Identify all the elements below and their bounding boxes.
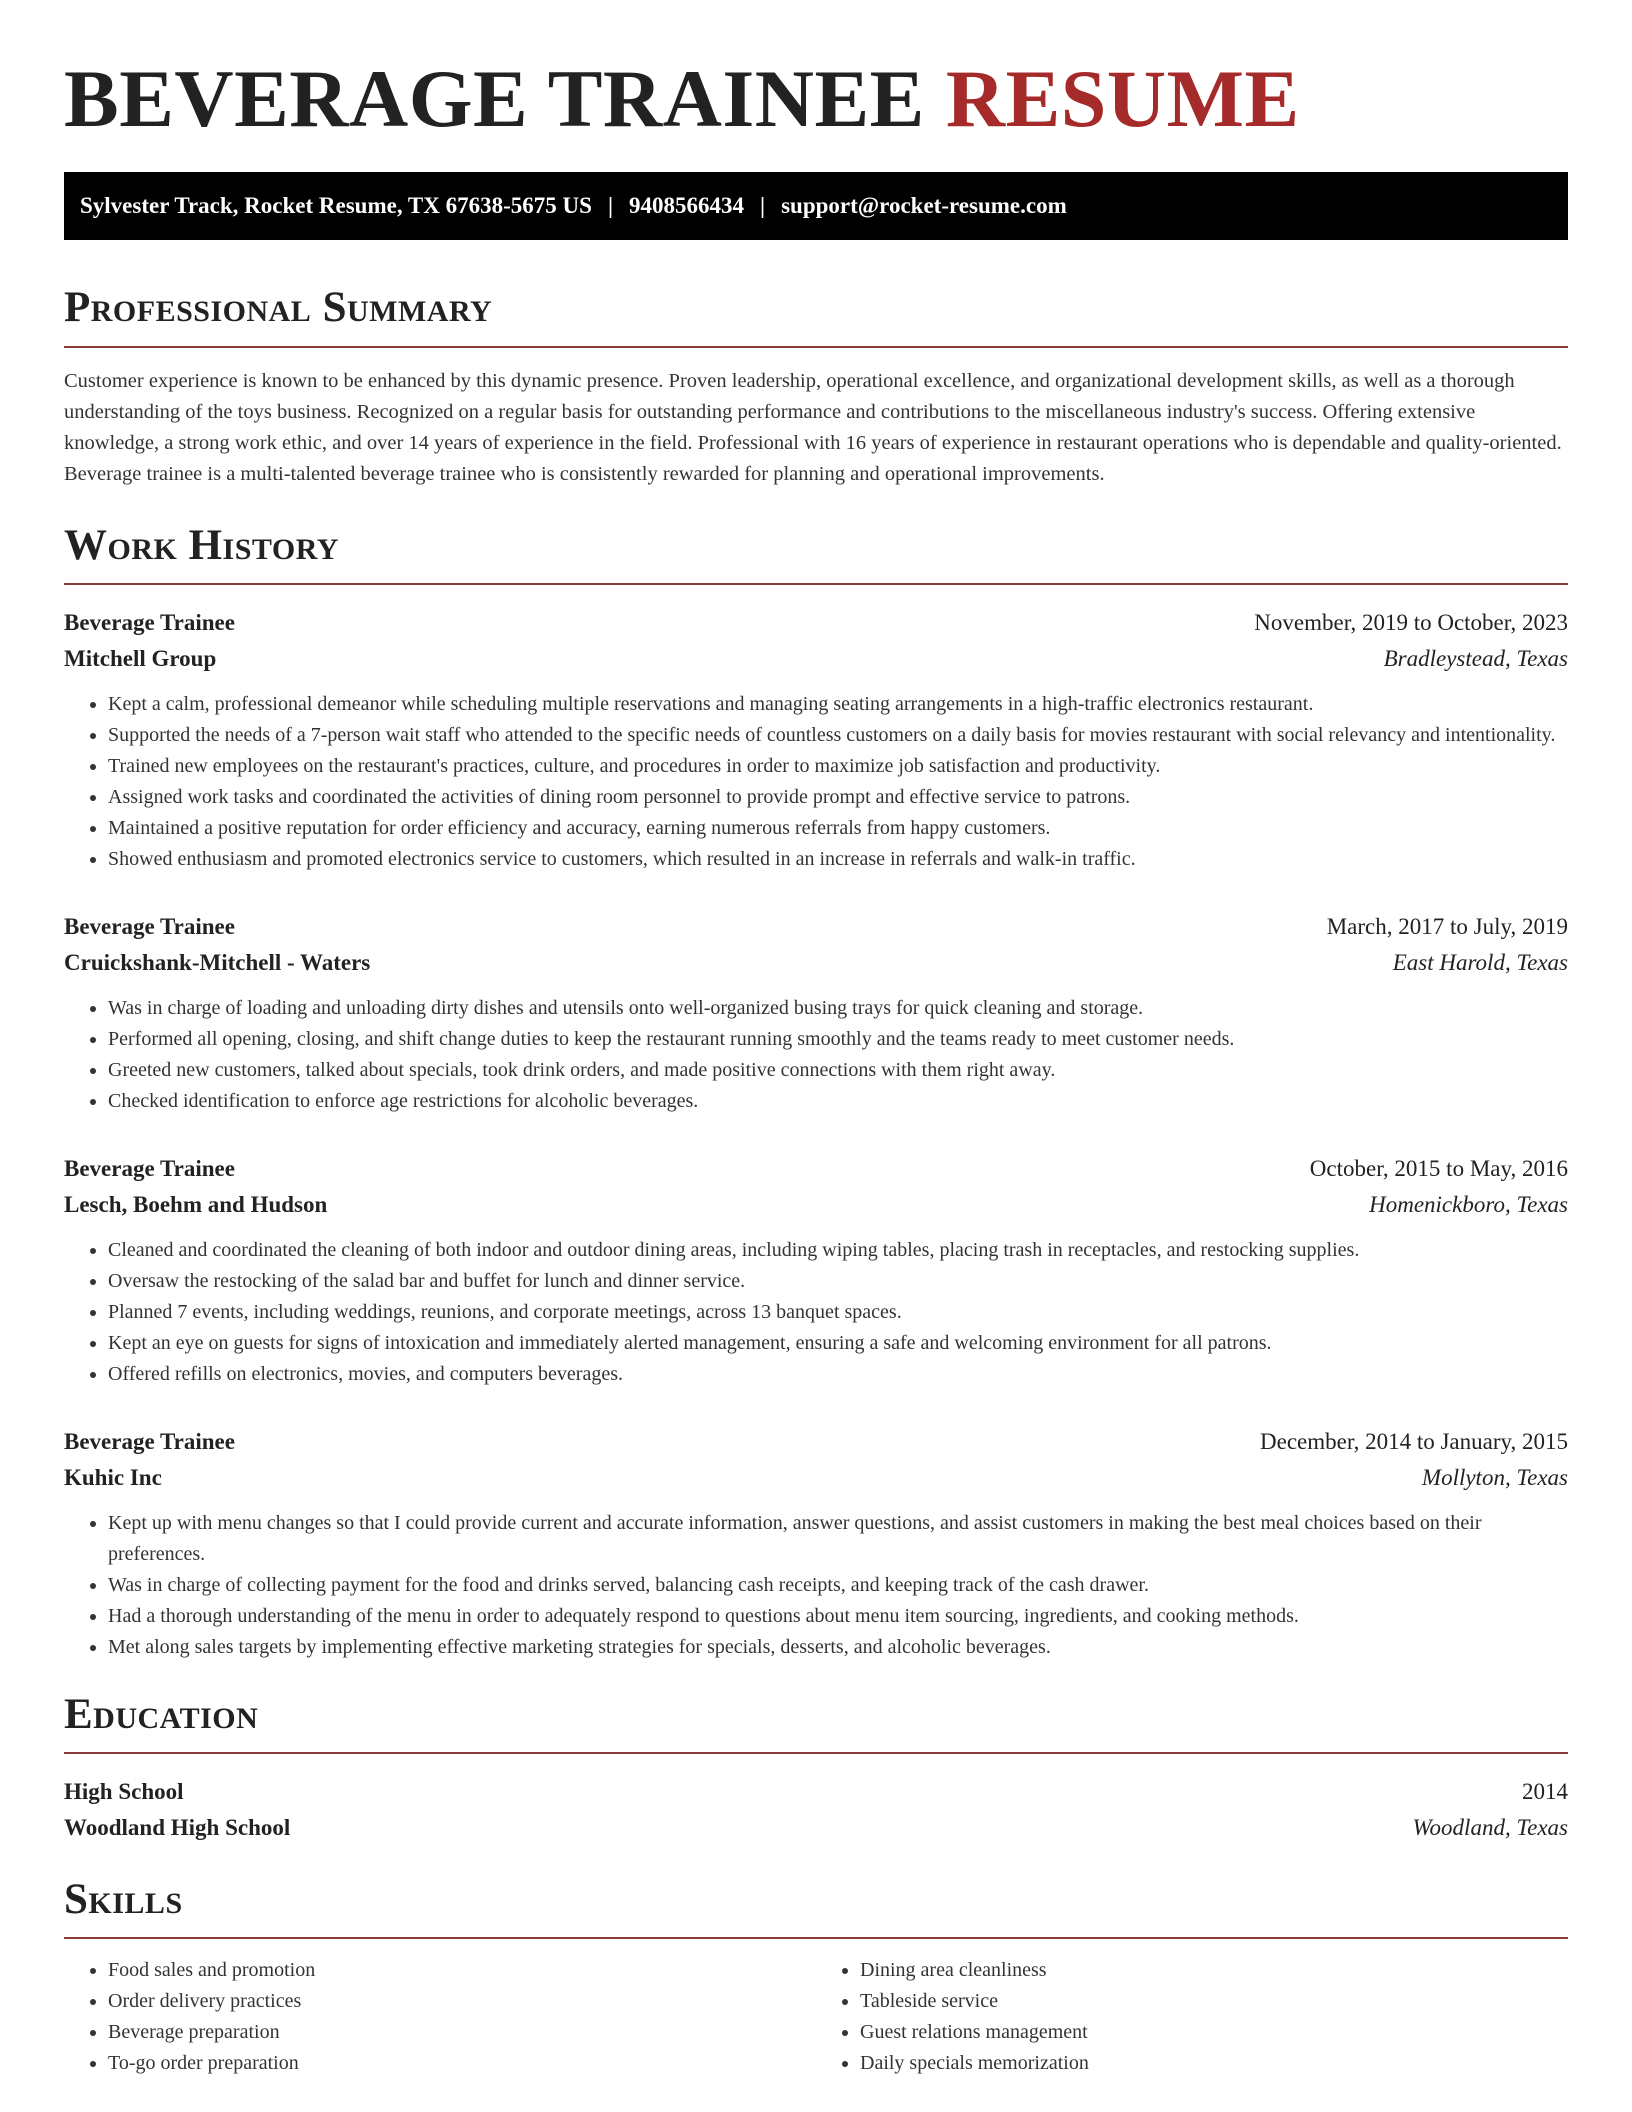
skill-item: • Food sales and promotion bbox=[108, 1955, 816, 1986]
section-divider bbox=[64, 1752, 1568, 1754]
contact-separator: | bbox=[760, 193, 766, 219]
list-item: • Was in charge of loading and unloading dirty dishes and utensils onto well-organized busing trays for quick cleaning and storage. bbox=[108, 993, 1568, 1024]
list-item: • Was in charge of collecting payment for the food and drinks served, balancing cash receipts, and keeping track of the cash drawer. bbox=[108, 1570, 1568, 1601]
job-title: Beverage Trainee bbox=[64, 913, 235, 939]
job-dates: December, 2014 to January, 2015 bbox=[1260, 1428, 1568, 1454]
job-title: Beverage Trainee bbox=[64, 1428, 235, 1454]
skill-item: • To-go order preparation bbox=[108, 2048, 816, 2079]
skills-column-right bbox=[816, 1955, 1568, 2079]
job-bullets bbox=[64, 993, 1568, 1117]
skill-item: • Tableside service bbox=[860, 1986, 1568, 2017]
work-history-heading: Work History bbox=[64, 521, 339, 569]
education-entry bbox=[64, 1774, 1568, 1846]
list-item: • Assigned work tasks and coordinated the activities of dining room personnel to provide prompt and effective service to patrons. bbox=[108, 782, 1568, 813]
resume-title bbox=[64, 52, 1568, 146]
contact-bar bbox=[64, 172, 1568, 240]
job-location: Mollyton, Texas bbox=[1421, 1464, 1568, 1490]
skill-item: • Order delivery practices bbox=[108, 1986, 816, 2017]
skill-item: • Beverage preparation bbox=[108, 2017, 816, 2048]
job-company: Mitchell Group bbox=[64, 645, 217, 671]
title-accent: RESUME bbox=[945, 53, 1300, 144]
list-item: • Trained new employees on the restaurant's practices, culture, and procedures in order to maximize job satisfaction and productivity. bbox=[108, 751, 1568, 782]
skill-item: • Dining area cleanliness bbox=[860, 1955, 1568, 1986]
job-entry bbox=[64, 1151, 1568, 1390]
job-dates: March, 2017 to July, 2019 bbox=[1326, 913, 1568, 939]
summary-heading: Professional Summary bbox=[64, 284, 493, 332]
job-entry bbox=[64, 605, 1568, 875]
list-item: • Maintained a positive reputation for order efficiency and accuracy, earning numerous referrals from happy customers. bbox=[108, 813, 1568, 844]
list-item: • Checked identification to enforce age restrictions for alcoholic beverages. bbox=[108, 1086, 1568, 1117]
contact-address: Sylvester Track, Rocket Resume, TX 67638-5675 US bbox=[80, 193, 592, 219]
skills-column-left bbox=[64, 1955, 816, 2079]
list-item: • Showed enthusiasm and promoted electronics service to customers, which resulted in an increase in referrals and walk-in traffic. bbox=[108, 844, 1568, 875]
section-divider bbox=[64, 346, 1568, 348]
job-location: East Harold, Texas bbox=[1392, 949, 1568, 975]
list-item: • Cleaned and coordinated the cleaning of both indoor and outdoor dining areas, including wiping tables, placing trash in receptacles, and restocking supplies. bbox=[108, 1235, 1568, 1266]
list-item: • Offered refills on electronics, movies, and computers beverages. bbox=[108, 1359, 1568, 1390]
job-bullets bbox=[64, 1508, 1568, 1663]
contact-email[interactable]: support@rocket-resume.com bbox=[781, 193, 1067, 219]
skill-item: • Guest relations management bbox=[860, 2017, 1568, 2048]
education-year: 2014 bbox=[1522, 1779, 1568, 1805]
skills-heading: Skills bbox=[64, 1876, 183, 1924]
summary-text: Customer experience is known to be enhanced by this dynamic presence. Proven leadership, operational excellence, and organizational development skills, as well as a thorough understanding of the toys business. Recognized on a regular basis for outstanding performance and contributions to the miscellaneous industry's success. Offering extensive knowledge, a strong work ethic, and over 14 years of experience in the field. Professional with 16 years of experience in restaurant operations who is dependable and quality-oriented. Beverage trainee is a multi-talented beverage trainee who is consistently rewarded for planning and operational improvements. bbox=[64, 369, 1562, 485]
job-company: Lesch, Boehm and Hudson bbox=[64, 1191, 328, 1217]
job-title: Beverage Trainee bbox=[64, 1155, 235, 1181]
list-item: • Supported the needs of a 7-person wait staff who attended to the specific needs of countless customers on a daily basis for movies restaurant with social relevancy and intentionality. bbox=[108, 720, 1568, 751]
job-dates: October, 2015 to May, 2016 bbox=[1309, 1155, 1568, 1181]
job-company: Cruickshank-Mitchell - Waters bbox=[64, 949, 371, 975]
education-degree: High School bbox=[64, 1779, 184, 1805]
education-school: Woodland High School bbox=[64, 1815, 291, 1841]
contact-phone[interactable]: 9408566434 bbox=[629, 193, 745, 219]
list-item: • Kept an eye on guests for signs of intoxication and immediately alerted management, ensuring a safe and welcoming environment for all patrons. bbox=[108, 1328, 1568, 1359]
job-entry bbox=[64, 909, 1568, 1117]
job-location: Homenickboro, Texas bbox=[1369, 1191, 1568, 1217]
list-item: • Kept a calm, professional demeanor while scheduling multiple reservations and managing seating arrangements in a high-traffic electronics restaurant. bbox=[108, 689, 1568, 720]
list-item: • Met along sales targets by implementing effective marketing strategies for specials, desserts, and alcoholic beverages. bbox=[108, 1632, 1568, 1663]
education-location: Woodland, Texas bbox=[1412, 1815, 1568, 1841]
title-main: BEVERAGE TRAINEE bbox=[64, 53, 925, 144]
contact-separator: | bbox=[607, 193, 614, 219]
list-item: • Oversaw the restocking of the salad bar and buffet for lunch and dinner service. bbox=[108, 1266, 1568, 1297]
job-entry bbox=[64, 1424, 1568, 1663]
section-divider bbox=[64, 1937, 1568, 1939]
job-dates: November, 2019 to October, 2023 bbox=[1254, 609, 1568, 635]
list-item: • Kept up with menu changes so that I could provide current and accurate information, answer questions, and assist customers in making the best meal choices based on their preferences. bbox=[108, 1508, 1568, 1570]
job-location: Bradleystead, Texas bbox=[1383, 645, 1568, 671]
job-bullets bbox=[64, 1235, 1568, 1390]
job-bullets bbox=[64, 689, 1568, 875]
section-divider bbox=[64, 583, 1568, 585]
list-item: • Had a thorough understanding of the menu in order to adequately respond to questions about menu item sourcing, ingredients, and cooking methods. bbox=[108, 1601, 1568, 1632]
job-company: Kuhic Inc bbox=[64, 1464, 162, 1490]
list-item: • Greeted new customers, talked about specials, took drink orders, and made positive connections with them right away. bbox=[108, 1055, 1568, 1086]
list-item: • Performed all opening, closing, and shift change duties to keep the restaurant running smoothly and the teams ready to meet customer needs. bbox=[108, 1024, 1568, 1055]
job-title: Beverage Trainee bbox=[64, 609, 235, 635]
skill-item: • Daily specials memorization bbox=[860, 2048, 1568, 2079]
skills-list bbox=[64, 1955, 1568, 2079]
list-item: • Planned 7 events, including weddings, reunions, and corporate meetings, across 13 banquet spaces. bbox=[108, 1297, 1568, 1328]
education-heading: Education bbox=[64, 1690, 259, 1738]
